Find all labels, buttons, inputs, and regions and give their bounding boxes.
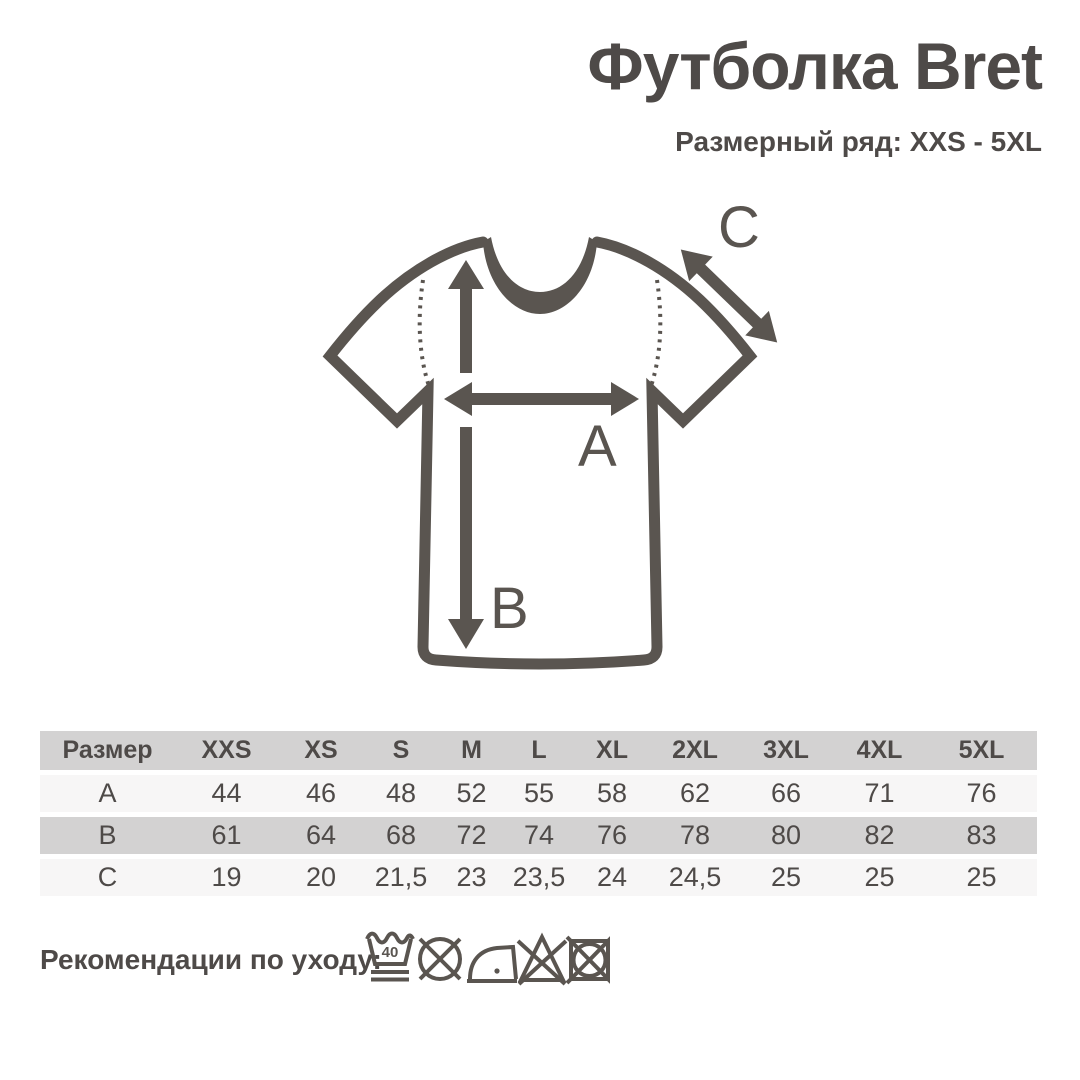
do-not-tumble-dry-icon [567, 937, 610, 983]
size-value: 52 [438, 775, 505, 812]
care-icons [365, 928, 610, 988]
size-value: 19 [175, 859, 278, 896]
col-header: XL [573, 731, 651, 770]
measure-label-a: A [578, 414, 617, 479]
col-header: M [438, 731, 505, 770]
measure-label-b: B [490, 576, 529, 641]
size-value: 20 [278, 859, 364, 896]
row-label: C [40, 859, 175, 896]
size-value: 76 [926, 775, 1037, 812]
do-not-bleach-icon [518, 937, 566, 984]
col-header: XXS [175, 731, 278, 770]
iron-low-temp-icon [467, 947, 517, 981]
table-row-b [40, 817, 1037, 854]
col-header: 5XL [926, 731, 1037, 770]
size-value: 82 [833, 817, 926, 854]
size-value: 72 [438, 817, 505, 854]
tshirt-measurement-diagram [300, 190, 800, 690]
page-title: Футболка Bret [587, 29, 1042, 103]
col-header: 2XL [651, 731, 739, 770]
size-value: 62 [651, 775, 739, 812]
size-value: 44 [175, 775, 278, 812]
size-value: 80 [739, 817, 833, 854]
col-header: 4XL [833, 731, 926, 770]
size-value: 24,5 [651, 859, 739, 896]
size-value: 21,5 [364, 859, 438, 896]
col-header: S [364, 731, 438, 770]
collar [483, 237, 597, 314]
size-value: 74 [505, 817, 573, 854]
size-value: 68 [364, 817, 438, 854]
col-header: L [505, 731, 573, 770]
size-value: 48 [364, 775, 438, 812]
wash-40-icon [367, 934, 413, 980]
size-value: 24 [573, 859, 651, 896]
sleeve-seam-right-dotted [650, 280, 660, 389]
measure-label-c: C [718, 195, 760, 260]
length-arrow-top-segment [448, 260, 484, 373]
col-header: XS [278, 731, 364, 770]
size-value: 76 [573, 817, 651, 854]
do-not-dry-clean-icon [420, 939, 460, 979]
length-arrow-bottom-segment [448, 427, 484, 649]
col-header: 3XL [739, 731, 833, 770]
size-value: 25 [926, 859, 1037, 896]
col-header-size: Размер [40, 731, 175, 770]
sleeve-seam-left-dotted [420, 280, 430, 389]
size-value: 61 [175, 817, 278, 854]
row-label: B [40, 817, 175, 854]
size-range-subtitle: Размерный ряд: XXS - 5XL [675, 126, 1042, 157]
wash-temperature-label: 40 [381, 944, 399, 961]
size-value: 64 [278, 817, 364, 854]
table-row-c [40, 859, 1037, 896]
size-value: 25 [739, 859, 833, 896]
size-value: 71 [833, 775, 926, 812]
row-label: A [40, 775, 175, 812]
size-value: 58 [573, 775, 651, 812]
size-value: 46 [278, 775, 364, 812]
size-value: 66 [739, 775, 833, 812]
size-value: 78 [651, 817, 739, 854]
table-row-a [40, 775, 1037, 812]
size-table [40, 726, 1037, 901]
size-value: 83 [926, 817, 1037, 854]
width-arrow [444, 382, 639, 416]
care-recommendations-label: Рекомендации по уходу: [40, 944, 382, 975]
table-header-row [40, 731, 1037, 770]
size-value: 23 [438, 859, 505, 896]
size-value: 55 [505, 775, 573, 812]
size-value: 25 [833, 859, 926, 896]
size-value: 23,5 [505, 859, 573, 896]
